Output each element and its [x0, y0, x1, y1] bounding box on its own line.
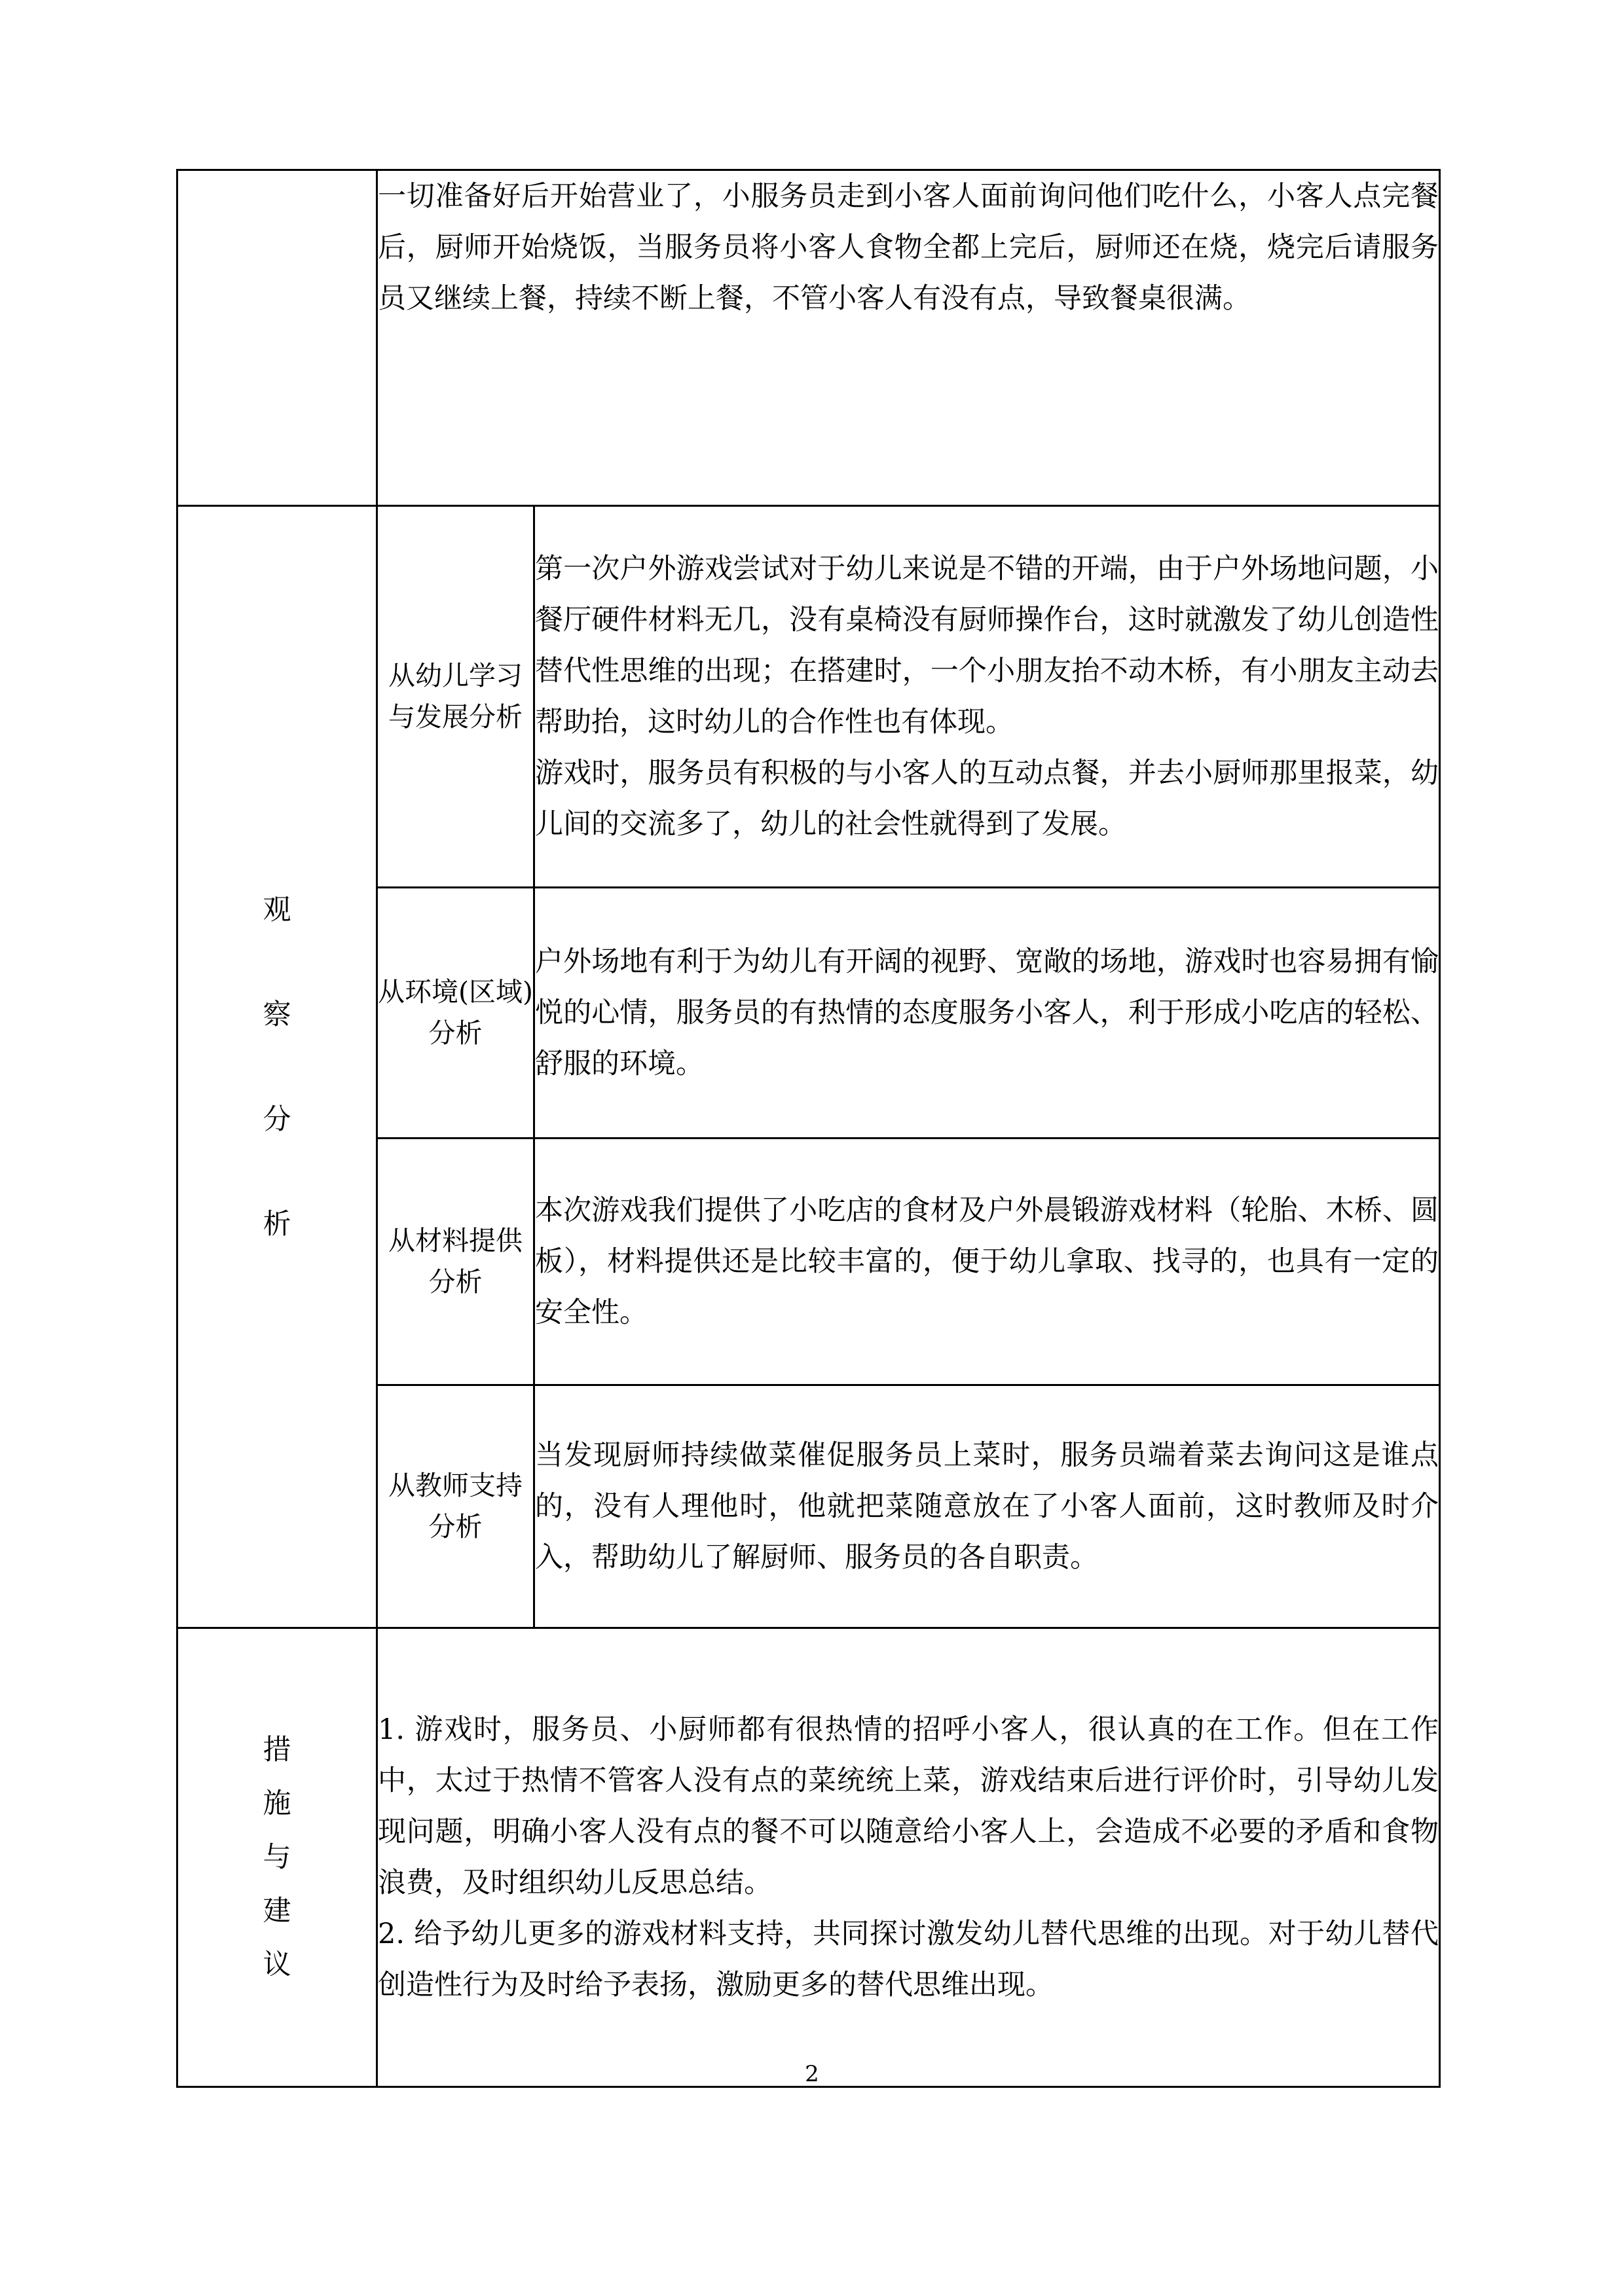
- observation-record-table: [176, 169, 1441, 2088]
- continuation-text: 一切准备好后开始营业了，小服务员走到小客人面前询问他们吃什么，小客人点完餐后，厨师开始烧饭，当服务员将小客人食物全都上完后，厨师还在烧，烧完后请服务员又继续上餐，持续不断上餐，不管小客人有没有点，导致餐桌很满。: [377, 170, 1440, 506]
- measures-label: [177, 1628, 377, 2087]
- analysis-text-learning: [534, 506, 1440, 888]
- sub-label-materials: 从材料提供分析: [377, 1139, 534, 1385]
- paragraph: 户外场地有利于为幼儿有开阔的视野、宽敞的场地，游戏时也容易拥有愉悦的心情，服务员的有热情的态度服务小客人，利于形成小吃店的轻松、舒服的环境。: [535, 945, 1439, 1080]
- empty-label-cell: [177, 170, 377, 506]
- sub-label-teacher: 从教师支持分析: [377, 1385, 534, 1628]
- paragraph: 1. 游戏时，服务员、小厨师都有很热情的招呼小客人，很认真的在工作。但在工作中，太过于热情不管客人没有点的菜统统上菜，游戏结束后进行评价时，引导幼儿发现问题，明确小客人没有点的餐不可以随意给小客人上，会造成不必要的矛盾和食物浪费，及时组织幼儿反思总结。: [378, 1713, 1439, 1899]
- page-number: 2: [805, 2061, 819, 2087]
- paragraph: 当发现厨师持续做菜催促服务员上菜时，服务员端着菜去询问这是谁点的，没有人理他时，他就把菜随意放在了小客人面前，这时教师及时介入，帮助幼儿了解厨师、服务员的各自职责。: [535, 1439, 1439, 1574]
- label-char: 与: [263, 1841, 291, 1874]
- label-char: 察: [263, 998, 291, 1031]
- paragraph: 游戏时，服务员有积极的与小客人的互动点餐，并去小厨师那里报菜，幼儿间的交流多了，幼儿的社会性就得到了发展。: [535, 757, 1439, 841]
- label-char: 建: [263, 1895, 291, 1927]
- sub-label-learning: 从幼儿学习与发展分析: [377, 506, 534, 888]
- paragraph: 2. 给予幼儿更多的游戏材料支持，共同探讨激发幼儿替代思维的出现。对于幼儿替代创造性行为及时给予表扬，激励更多的替代思维出现。: [378, 1918, 1439, 2001]
- paragraph: 第一次户外游戏尝试对于幼儿来说是不错的开端，由于户外场地问题，小餐厅硬件材料无几，没有桌椅没有厨师操作台，这时就激发了幼儿创造性替代性思维的出现；在搭建时，一个小朋友抬不动木桥，有小朋友主动去帮助抬，这时幼儿的合作性也有体现。: [535, 553, 1439, 738]
- label-char: 施: [263, 1787, 291, 1820]
- label-char: 观: [263, 893, 291, 926]
- analysis-text-materials: [534, 1139, 1440, 1385]
- continuation-row: [177, 170, 1440, 506]
- label-char: 议: [263, 1948, 291, 1981]
- measures-row: [177, 1628, 1440, 2087]
- analysis-row-learning: [177, 506, 1440, 888]
- label-char: 分: [263, 1102, 291, 1136]
- analysis-text-environment: [534, 888, 1440, 1139]
- label-char: 析: [263, 1207, 291, 1241]
- sub-label-environment: 从环境(区域)分析: [377, 888, 534, 1139]
- label-char: 措: [263, 1734, 291, 1766]
- measures-text: [377, 1628, 1440, 2087]
- observation-analysis-label: [177, 506, 377, 1628]
- paragraph: 本次游戏我们提供了小吃店的食材及户外晨锻游戏材料（轮胎、木桥、圆板），材料提供还是比较丰富的，便于幼儿拿取、找寻的，也具有一定的安全性。: [535, 1194, 1439, 1329]
- analysis-text-teacher: [534, 1385, 1440, 1628]
